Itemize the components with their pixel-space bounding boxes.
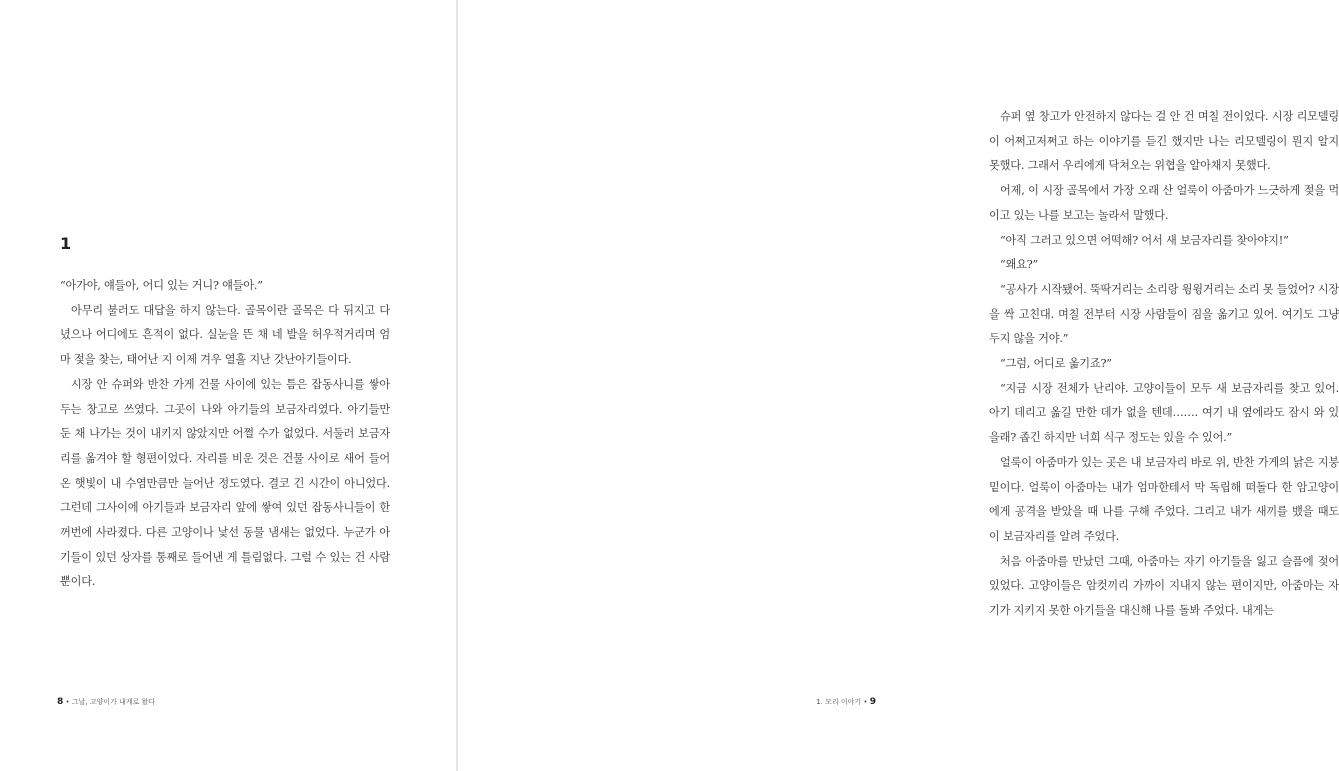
paragraph: 아무리 불러도 대답을 하지 않는다. 골목이란 골목은 다 뒤지고 다녔으나 어디에도 흔적이 없다. 실눈을 뜬 채 네 발을 허우적거리며 엄마 젖을 찾는, 태어난 지 이제 겨우 열흘 지난 갓난아기들이다. [60,303,390,367]
paragraph: “그럼, 어디로 옮기죠?” [1000,357,1112,371]
right-page [458,0,1339,771]
paragraph: 슈퍼 옆 창고가 안전하지 않다는 걸 안 건 며칠 전이었다. 시장 리모델링이 어쩌고저쩌고 하는 이야기를 듣긴 했지만 나는 리모델링이 뭔지 알지 못했다. 그래서 우리에게 닥쳐오는 위협을 알아채지 못했다. [989,110,1339,173]
running-chapter-title: 1. 모리 이야기 [816,698,862,706]
running-book-title: 그날, 고양이가 내게로 왔다 [71,698,156,706]
paragraph: 시장 안 슈퍼와 반찬 가게 건물 사이에 있는 틈은 잡동사니를 쌓아 두는 창고로 쓰였다. 그곳이 나와 아기들의 보금자리였다. 아기들만 둔 채 나가는 것이 내키지 않았지만 어쩔 수가 없었다. 서둘러 보금자리를 옮겨야 할 형편이었다. 자리를 비운 것은 건물 사이로 새어 들어온 햇빛이 내 수염만큼만 늘어난 정도였다. 결코 긴 시간이 아니었다. 그런데 그사이에 아기들과 보금자리 앞에 쌓여 있던 잡동사니들이 한꺼번에 사라졌다. 다른 고양이나 낯선 동물 냄새는 없었다. 누군가 아기들이 있던 상자를 통째로 들어낸 게 틀림없다. 그럴 수 있는 건 사람뿐이다. [60,377,390,589]
left-page-footer [57,697,155,707]
footer-separator: • [863,698,868,706]
left-page [0,0,457,771]
paragraph: “아가야, 얘들아, 어디 있는 거니? 얘들아.” [60,279,263,292]
paragraph: “지금 시장 전체가 난리야. 고양이들이 모두 새 보금자리를 찾고 있어. 아기 데리고 옮길 만한 데가 없을 텐데……. 여기 내 옆에라도 잠시 와 있을래? 좁긴 하지만 너희 식구 정도는 있을 수 있어.” [989,381,1339,445]
paragraph: 처음 아줌마를 만났던 그때, 아줌마는 자기 아기들을 잃고 슬픔에 젖어 있었다. 고양이들은 암컷끼리 가까이 지내지 않는 편이지만, 아줌마는 자기가 지키지 못한 아기들을 대신해 나를 돌봐 주었다. 내게는 [989,554,1339,618]
page-number: 9 [869,697,876,707]
page-number: 8 [57,697,64,707]
chapter-number: 1 [60,234,72,253]
paragraph: 얼룩이 아줌마가 있는 곳은 내 보금자리 바로 위, 반찬 가게의 낡은 지붕 밑이다. 얼룩이 아줌마는 내가 엄마한테서 막 독립해 떠돌다 한 암고양이에게 공격을 받았을 때 나를 구해 주었다. 그리고 내가 새끼를 뱄을 때도 이 보금자리를 알려 주었다. [989,455,1339,543]
paragraph: “공사가 시작됐어. 뚝딱거리는 소리랑 윙윙거리는 소리 못 들었어? 시장을 싹 고친대. 며칠 전부터 시장 사람들이 짐을 옮기고 있어. 여기도 그냥 두지 않을 거야.” [989,282,1339,346]
paragraph: “아직 그러고 있으면 어떡해? 어서 새 보금자리를 찾아야지!” [1000,233,1289,247]
footer-separator: • [65,698,70,706]
paragraph: 어제, 이 시장 골목에서 가장 오래 산 얼룩이 아줌마가 느긋하게 젖을 먹이고 있는 나를 보고는 놀라서 말했다. [989,184,1339,222]
paragraph: “왜요?” [1000,258,1039,272]
left-body-text [60,274,390,595]
right-body-text [989,105,1339,624]
right-page-footer [816,697,876,707]
